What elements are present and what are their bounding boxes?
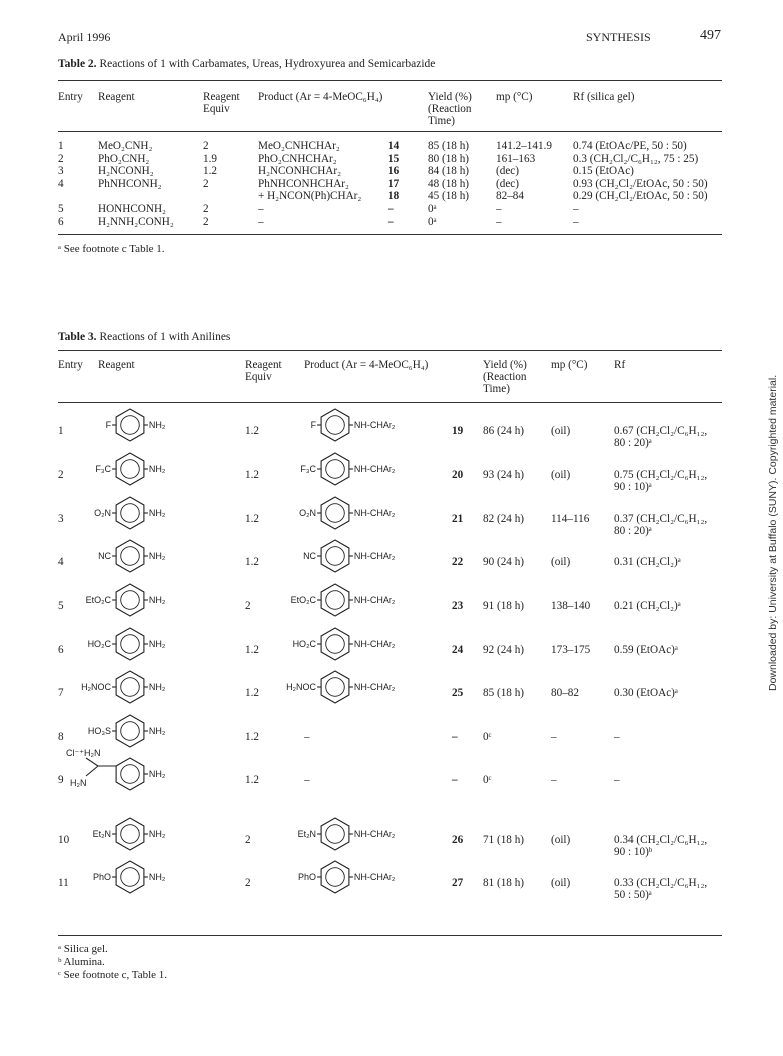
table3-cell-equiv: 2 [245,834,251,846]
amidine-bond-up [86,758,98,766]
table2-cell-num: 17 [388,177,400,190]
table2-header-equiv2: Equiv [203,103,230,115]
substituent-label: EtO₂C [290,595,317,605]
table2-cell-equiv: 2 [203,177,209,190]
table3-header-entry: Entry [58,359,83,371]
table2-cell-reagent: H₂NNH₂CONH₂ [98,215,174,228]
table3-footnote: ᵃ Silica gel. [58,943,108,955]
table3-cell-mp: (oil) [551,469,571,481]
table3-cell-num: 19 [452,425,464,437]
table2-cell-mp: 82–84 [496,190,524,203]
amine-label: NH-CHAr₂ [353,464,396,474]
aromatic-circle [121,591,140,610]
substituent-label: NC [98,551,112,561]
aromatic-circle [121,678,140,697]
amine-label: NH-CHAr₂ [353,829,396,839]
table2-cell-mp: – [496,215,502,228]
product-structure [265,855,415,899]
table2-cell-equiv: 2 [203,215,209,228]
substituent-label: O₂N [299,508,317,518]
table3-cell-yield: 0ᶜ [483,731,492,743]
table3-bottom-rule [58,935,722,936]
product-structure [265,622,415,666]
amine-label: NH-CHAr₂ [353,508,396,518]
table2-top-rule [58,80,722,81]
substituent-label: F [310,420,317,430]
table3-header-yield2: (Reaction [483,371,527,383]
substituent-label: F₃C [95,464,112,474]
aromatic-circle [326,868,345,887]
table2-cell-num: 18 [388,190,400,203]
table3-cell-equiv: 1.2 [245,731,259,743]
table2-cell-num: – [388,203,394,215]
table3-cell-mp: (oil) [551,425,571,437]
table2-cell-rf: 0.93 (CH₂Cl₂/EtOAc, 50 : 50) [573,177,708,190]
table3-header-product: Product (Ar = 4-MeOC₆H₄) [304,359,429,371]
aromatic-circle [121,547,140,566]
amidine-bottom-label: H₂N [70,778,87,788]
table2-header-entry: Entry [58,91,83,103]
table2-cell-product: H₂NCONHCHAr₂ [258,165,342,178]
substituent-label: Et₂N [92,829,112,839]
reagent-structure [60,491,210,535]
table3-cell-rf-cont: 90 : 10)ᵃ [614,481,652,493]
table3-caption [58,331,230,343]
table2-cell-rf: 0.15 (EtOAc) [573,165,634,178]
header-page: 497 [700,28,721,43]
amine-label: NH₂ [148,595,166,605]
table3-cell-entry: 10 [58,834,70,846]
table3-cell-mp: 138–140 [551,600,591,612]
table2-cell-product: PhNHCONHCHAr₂ [258,177,349,190]
table3-cell-rf: 0.67 (CH₂Cl₂/C₆H₁₂, [614,425,708,437]
download-notice [768,360,782,690]
table3-cell-mp: (oil) [551,877,571,889]
table2-cell-entry: 6 [58,215,64,228]
table3-cell-yield: 81 (18 h) [483,877,525,889]
table3-cell-yield: 92 (24 h) [483,644,525,656]
amine-label: NH₂ [148,508,166,518]
table2-cell-num: – [388,215,394,228]
table3-cell-rf-cont: 90 : 10)ᵇ [614,846,653,858]
table2-header-yield3: Time) [428,115,455,127]
reagent-structure [60,665,210,709]
amine-label: NH-CHAr₂ [353,420,396,430]
table3-cell-entry: 1 [58,425,64,437]
table3-cell-equiv: 1.2 [245,687,259,699]
amine-label: NH₂ [148,639,166,649]
table3-cell-equiv: 2 [245,877,251,889]
amine-label: NH₂ [148,420,166,430]
table2-cell-entry: 2 [58,152,64,165]
table2-cell-equiv: 1.2 [203,165,217,178]
table3-cell-rf: 0.21 (CH₂Cl₂)ᵃ [614,600,681,612]
table2-cell-reagent: HONHCONH₂ [98,203,166,215]
amine-label: NH₂ [148,682,166,692]
table3-cell-product: – [304,774,310,786]
aromatic-circle [121,416,140,435]
table3-caption-text: Reactions of 1 with Anilines [99,331,231,343]
table3-cell-mp: (oil) [551,556,571,568]
table3-cell-yield: 90 (24 h) [483,556,525,568]
aromatic-circle [326,416,345,435]
table2-header-equiv1: Reagent [203,91,240,103]
table3-cell-equiv: 1.2 [245,425,259,437]
table3-cell-rf: – [614,731,620,743]
substituent-label: NC [303,551,317,561]
table2-cell-mp: (dec) [496,165,519,178]
table3-cell-rf: 0.30 (EtOAc)ᵃ [614,687,678,699]
table3-header-yield3: Time) [483,383,510,395]
table3-cell-rf: 0.34 (CH₂Cl₂/C₆H₁₂, [614,834,708,846]
table2-bottom-rule [58,234,722,235]
table3-cell-num: 23 [452,600,464,612]
table2-caption-text: Reactions of 1 with Carbamates, Ureas, Hydroxyurea and Semicarbazide [99,58,436,70]
table2-cell-equiv: 1.9 [203,152,217,165]
download-notice-text: Downloaded by: University at Buffalo (SUNY). Copyrighted material. [767,374,779,691]
table3-cell-entry: 6 [58,644,64,656]
table2-cell-mp: 141.2–141.9 [496,140,552,152]
table3-cell-yield: 82 (24 h) [483,513,525,525]
table2-cell-reagent: H₂NCONH₂ [98,165,154,178]
table2-cell-yield: 85 (18 h) [428,140,470,152]
substituent-label: O₂N [94,508,112,518]
table3-cell-product: – [304,731,310,743]
table3-cell-entry: 11 [58,877,69,889]
table3-caption-label: Table 3. [58,331,97,343]
table3-cell-mp: 80–82 [551,687,579,699]
reagent-structure [60,812,210,856]
table2-cell-yield: 84 (18 h) [428,165,470,178]
table2-header-rule [58,131,722,132]
aromatic-circle [326,504,345,523]
amine-label: NH₂ [148,551,166,561]
table2-cell-yield: 0ᵃ [428,203,437,215]
aromatic-circle [121,635,140,654]
amine-label: NH₂ [148,726,166,736]
table2-cell-rf: 0.3 (CH₂Cl₂/C₆H₁₂, 75 : 25) [573,152,699,165]
table3-cell-entry: 5 [58,600,64,612]
table2-cell-mp: 161–163 [496,152,536,165]
substituent-label: F [105,420,112,430]
table2-header-yield2: (Reaction [428,103,472,115]
table3-cell-num: 26 [452,834,464,846]
table2-cell-yield: 0ᵃ [428,215,437,228]
product-structure [265,491,415,535]
table3-cell-equiv: 1.2 [245,644,259,656]
table3-cell-yield: 91 (18 h) [483,600,525,612]
aromatic-circle [121,460,140,479]
table3-cell-num: 21 [452,513,464,525]
table2-cell-rf: 0.74 (EtOAc/PE, 50 : 50) [573,140,687,152]
aromatic-circle [326,678,345,697]
table2-cell-product: MeO₂CNHCHAr₂ [258,140,340,152]
substituent-label: HO₃S [87,726,112,736]
table3-cell-equiv: 1.2 [245,556,259,568]
table2-cell-yield: 80 (18 h) [428,152,470,165]
table3-cell-entry: 7 [58,687,64,699]
table2-header-reagent: Reagent [98,91,135,103]
table2-caption-label: Table 2. [58,58,97,70]
table3-cell-mp: – [551,731,557,743]
table3-cell-equiv: 2 [245,600,251,612]
aromatic-circle [121,722,140,741]
header-journal: SYNTHESIS [586,30,651,44]
aromatic-circle [121,868,140,887]
table2-header-product: Product (Ar = 4-MeOC₆H₄) [258,91,383,103]
table3-cell-entry: 9 [58,774,64,786]
table3-cell-num: 22 [452,556,464,568]
table3-header-rf: Rf [614,359,626,371]
table2-caption [58,58,435,70]
table3-cell-entry: 4 [58,556,64,568]
table3-cell-rf: 0.31 (CH₂Cl₂)ᵃ [614,556,681,568]
table2-cell-yield: 48 (18 h) [428,177,470,190]
aromatic-circle [121,825,140,844]
table2-cell-mp: (dec) [496,177,519,190]
table2-cell-product: PhO₂CNHCHAr₂ [258,152,337,165]
table3-header-yield1: Yield (%) [483,359,527,371]
table2-cell-entry: 4 [58,177,64,190]
table3-cell-num: 24 [452,644,464,656]
substituent-label: HO₂C [292,639,317,649]
table3-header-reagent: Reagent [98,359,135,371]
table2-cell-reagent: PhNHCONH₂ [98,177,162,190]
table3-cell-yield: 85 (18 h) [483,687,525,699]
amine-label: NH₂ [148,464,166,474]
substituent-label: PhO [298,872,317,882]
product-structure [265,665,415,709]
table3-cell-mp: 114–116 [551,513,590,525]
amine-label: NH₂ [148,829,166,839]
table2-cell-entry: 5 [58,203,64,215]
table2-header-yield1: Yield (%) [428,91,472,103]
table3-cell-rf-cont: 50 : 50)ᵃ [614,889,652,901]
table2-cell-reagent: MeO₂CNH₂ [98,140,153,152]
amine-label: NH-CHAr₂ [353,872,396,882]
table3-header-mp: mp (°C) [551,359,588,371]
table2-footnote: ᵃ See footnote c Table 1. [58,243,165,255]
substituent-label: EtO₂C [85,595,112,605]
table3-cell-entry: 2 [58,469,64,481]
reagent-structure [60,578,210,622]
table2-cell-rf: – [573,215,579,228]
reagent-structure [60,748,210,796]
reagent-structure [60,534,210,578]
table2-cell-mp: – [496,203,502,215]
aromatic-circle [326,591,345,610]
reagent-structure [60,709,210,753]
table3-cell-rf: 0.75 (CH₂Cl₂/C₆H₁₂, [614,469,708,481]
table3-cell-mp: (oil) [551,834,571,846]
product-structure [265,403,415,447]
table3-top-rule [58,350,722,351]
table3-cell-yield: 71 (18 h) [483,834,525,846]
table3-cell-mp: 173–175 [551,644,591,656]
table3-cell-mp: – [551,774,557,786]
substituent-label: H₂NOC [286,682,317,692]
reagent-structure [60,855,210,899]
substituent-label: PhO [93,872,112,882]
table2-cell-entry: 3 [58,165,64,178]
table3-cell-yield: 86 (24 h) [483,425,525,437]
aromatic-circle [326,635,345,654]
table2-cell-equiv: 2 [203,203,209,215]
table3-cell-num: – [452,731,458,743]
reagent-structure [60,622,210,666]
table3-cell-equiv: 1.2 [245,774,259,786]
table2-cell-num: 14 [388,140,400,152]
table2-cell-reagent: PhO₂CNH₂ [98,152,150,165]
amine-label: NH₂ [148,872,166,882]
table2-cell-product: – [258,215,264,228]
product-structure [265,578,415,622]
table2-cell-product: + H₂NCON(Ph)CHAr₂ [258,190,362,203]
amidine-top-label: Cl⁻⁺H₂N [66,748,101,758]
table3-cell-yield: 93 (24 h) [483,469,525,481]
aromatic-circle [121,765,140,784]
table3-cell-rf: 0.33 (CH₂Cl₂/C₆H₁₂, [614,877,708,889]
table3-cell-rf: 0.59 (EtOAc)ᵃ [614,644,678,656]
aromatic-circle [326,460,345,479]
table3-cell-equiv: 1.2 [245,513,259,525]
aromatic-circle [326,825,345,844]
amine-label: NH-CHAr₂ [353,595,396,605]
table3-cell-num: 20 [452,469,464,481]
table2-cell-product: – [258,203,264,215]
amidine-bond-down [86,766,98,776]
reagent-structure [60,403,210,447]
substituent-label: F₃C [300,464,317,474]
table3-cell-rf: – [614,774,620,786]
table2-header-mp: mp (°C) [496,91,533,103]
table3-cell-num: 25 [452,687,464,699]
product-structure [265,534,415,578]
table2-cell-num: 15 [388,152,400,165]
table3-cell-rf-cont: 80 : 20)ᵃ [614,525,652,537]
table3-cell-entry: 3 [58,513,64,525]
table3-cell-entry: 8 [58,731,64,743]
table3-cell-yield: 0ᶜ [483,774,492,786]
table3-cell-num: – [452,774,458,786]
table3-cell-equiv: 1.2 [245,469,259,481]
amine-label: NH-CHAr₂ [353,639,396,649]
substituent-label: HO₂C [87,639,112,649]
aromatic-circle [121,504,140,523]
amine-label: NH-CHAr₂ [353,682,396,692]
table2-cell-rf: 0.29 (CH₂Cl₂/EtOAc, 50 : 50) [573,190,708,203]
substituent-label: H₂NOC [81,682,112,692]
table2-header-rf: Rf (silica gel) [573,91,635,103]
table3-footnote: ᵇ Alumina. [58,956,105,968]
aromatic-circle [326,547,345,566]
table3-cell-num: 27 [452,877,464,889]
table2-cell-equiv: 2 [203,140,209,152]
product-structure [265,447,415,491]
table3-cell-rf: 0.37 (CH₂Cl₂/C₆H₁₂, [614,513,708,525]
table3-header-equiv1: Reagent [245,359,282,371]
header-date: April 1996 [58,30,111,44]
table2-cell-num: 16 [388,165,400,178]
substituent-label: Et₂N [297,829,317,839]
table3-footnote: ᶜ See footnote c, Table 1. [58,969,168,981]
amine-label: NH-CHAr₂ [353,551,396,561]
product-structure [265,812,415,856]
table2-cell-yield: 45 (18 h) [428,190,470,203]
table3-header-equiv2: Equiv [245,371,272,383]
table2-cell-rf: – [573,203,579,215]
amine-label: NH₂ [148,769,166,779]
table3-cell-rf-cont: 80 : 20)ᵃ [614,437,652,449]
table2-cell-entry: 1 [58,140,64,152]
reagent-structure [60,447,210,491]
